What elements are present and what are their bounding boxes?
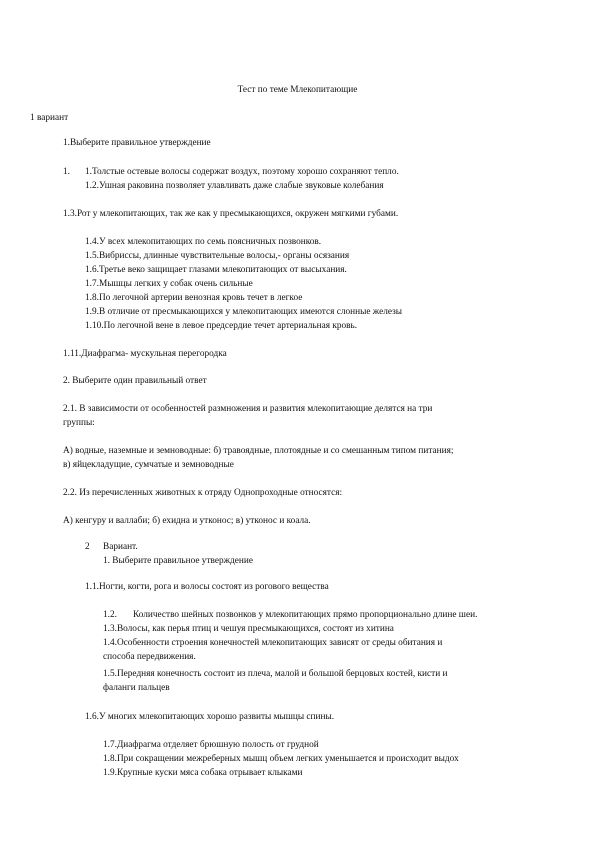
list-item-cont: способа передвижения. bbox=[103, 652, 196, 662]
list-item: Количество шейных позвонков у млекопитающих прямо пропорционально длине шеи. bbox=[133, 610, 478, 620]
list-item: 1.6.У многих млекопитающих хорошо развиты мышцы спины. bbox=[85, 712, 335, 722]
list-item: 1.4.Особенности строения конечностей млекопитающих зависят от среды обитания и bbox=[103, 638, 443, 648]
list-item: 1.4.У всех млекопитающих по семь поясничных позвонков. bbox=[85, 237, 322, 247]
list-item: 1.8.При сокращении межреберных мышц объем легких уменьшается и происходит выдох bbox=[103, 754, 459, 764]
question-2-1-options-cont: в) яйцекладущие, сумчатые и земноводные bbox=[63, 460, 234, 470]
variant2-task1-heading: 1. Выберите правильное утверждение bbox=[103, 556, 253, 566]
list-item: 1.6.Третье веко защищает глазами млекопитающих от высыхания. bbox=[85, 265, 347, 275]
list-item: 1.9.Крупные куски мяса собака отрывает клыками bbox=[103, 768, 303, 778]
list-item-number: 1. bbox=[63, 167, 70, 177]
list-item: 1.5.Передняя конечность состоит из плеча, малой и большой берцовых костей, кисти и bbox=[103, 669, 448, 679]
question-2-1-options: А) водные, наземные и земноводные: б) травоядные, плотоядные и со смешанным типом питания; bbox=[63, 446, 454, 456]
list-item: 1.7.Мышцы легких у собак очень сильные bbox=[85, 279, 253, 289]
question-2-2-options: А) кенгуру и валлаби; б) ехидна и утконос; в) утконос и коала. bbox=[63, 516, 311, 526]
list-item: 1.7.Диафрагма отделяет брюшную полость от грудной bbox=[103, 740, 319, 750]
variant2-heading: Вариант. bbox=[103, 542, 138, 552]
list-item-number: 1.2. bbox=[103, 610, 117, 620]
list-item: 1.10.По легочной вене в левое предсердие течет артериальная кровь. bbox=[85, 321, 358, 331]
question-2-2: 2.2. Из перечисленных животных к отряду Однопроходные относятся: bbox=[63, 488, 343, 498]
list-item: 1.Толстые остевые волосы содержат воздух, поэтому хорошо сохраняют тепло. bbox=[85, 167, 399, 177]
question-2-1-cont: группы: bbox=[63, 418, 95, 428]
list-item: 1.11.Диафрагма- мускульная перегородка bbox=[63, 349, 227, 359]
page-title: Тест по теме Млекопитающие bbox=[237, 85, 358, 95]
question-2-1: 2.1. В зависимости от особенностей размножения и развития млекопитающие делятся на три bbox=[63, 404, 433, 414]
list-item: 1.1.Ногти, когти, рога и волосы состоят из рогового вещества bbox=[85, 582, 329, 592]
task1-heading: 1.Выберите правильное утверждение bbox=[63, 138, 211, 148]
variant2-number: 2 bbox=[85, 542, 90, 552]
list-item-cont: фаланги пальцев bbox=[103, 683, 170, 693]
list-item: 1.5.Вибриссы, длинные чувствительные волосы,- органы осязания bbox=[85, 251, 350, 261]
list-item: 1.3.Волосы, как перья птиц и чешуя пресмыкающихся, состоят из хитина bbox=[103, 624, 394, 634]
variant1-heading: 1 вариант bbox=[30, 113, 69, 123]
list-item: 1.2.Ушная раковина позволяет улавливать даже слабые звуковые колебания bbox=[85, 181, 384, 191]
list-item: 1.3.Рот у млекопитающих, так же как у пресмыкающихся, окружен мягкими губами. bbox=[63, 209, 399, 219]
list-item: 1.9.В отличие от пресмыкающихся у млекопитающих имеются слонные железы bbox=[85, 307, 403, 317]
list-item: 1.8.По легочной артерии венозная кровь течет в легкое bbox=[85, 293, 303, 303]
task2-heading: 2. Выберите один правильный ответ bbox=[63, 376, 207, 386]
